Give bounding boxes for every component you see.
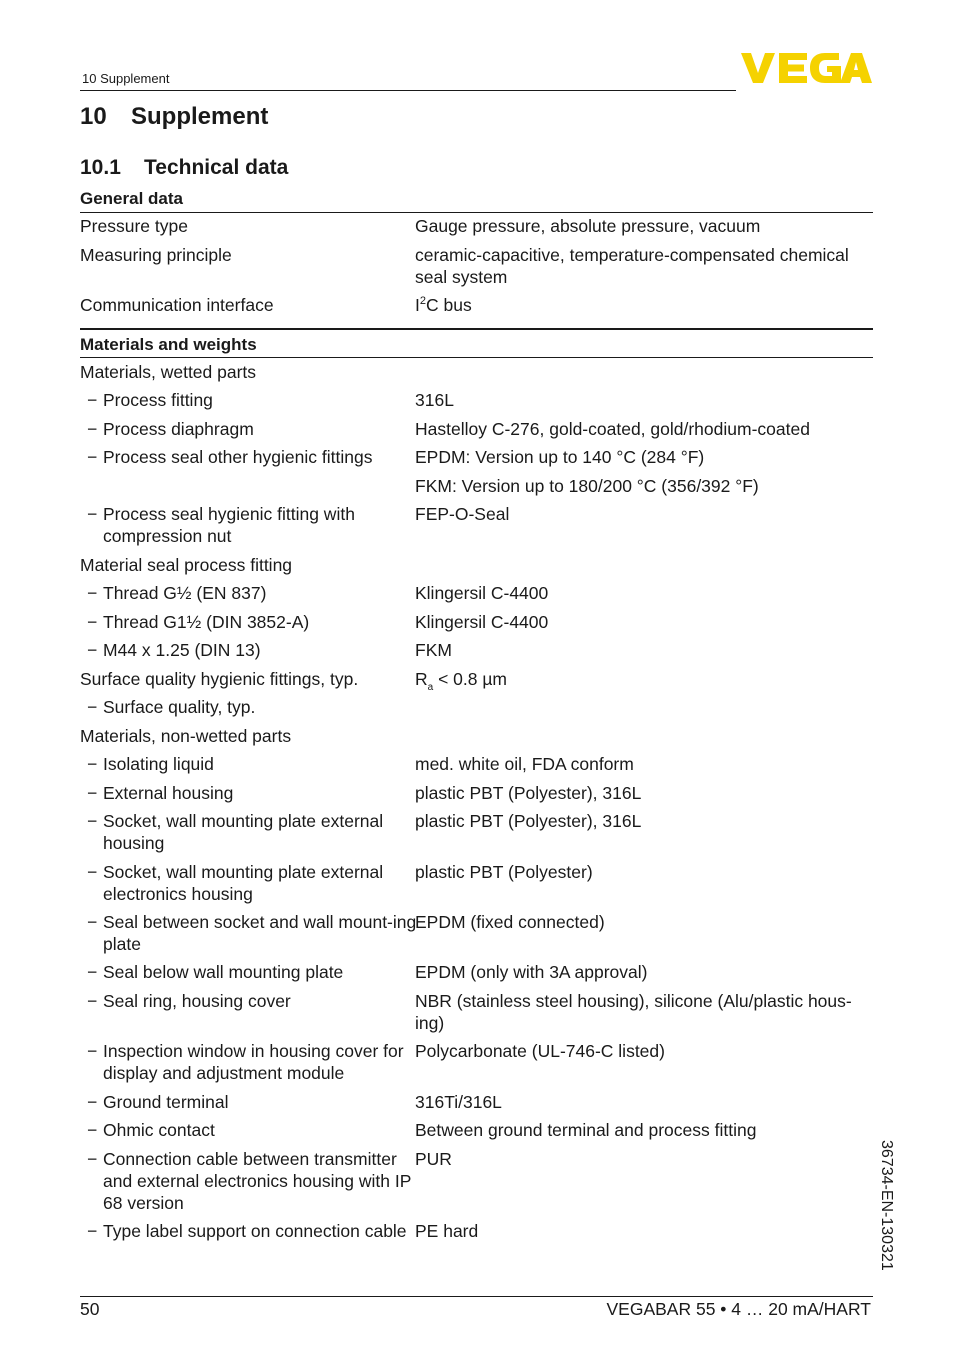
header-divider — [80, 90, 736, 91]
row-value: plastic PBT (Polyester) — [415, 862, 593, 882]
chapter-heading — [80, 103, 268, 131]
value-subscript: a — [427, 682, 434, 693]
row-label — [87, 1148, 426, 1214]
list-dash: − — [87, 783, 98, 803]
label-text: Seal between socket and wall mount-ing plate — [103, 912, 417, 954]
section-rule — [80, 328, 873, 330]
label-text: Thread G1½ (DIN 3852-A) — [103, 612, 310, 632]
label-text: External housing — [103, 783, 234, 803]
list-dash: − — [87, 612, 98, 632]
list-dash: − — [87, 912, 98, 932]
row-label: Measuring principle — [80, 245, 232, 265]
row-label — [87, 753, 426, 775]
vega-logo — [741, 53, 872, 83]
row-label: Surface quality hygienic fittings, typ. — [80, 669, 359, 689]
row-label — [87, 611, 426, 633]
value-part: C bus — [426, 295, 472, 315]
row-value: plastic PBT (Polyester), 316L — [415, 783, 642, 803]
label-text: Process seal hygienic fitting with compression nut — [103, 504, 355, 546]
list-dash: − — [87, 419, 98, 439]
general-data-title: General data — [80, 189, 183, 208]
vega-logo-icon — [741, 53, 872, 83]
value-part: R — [415, 669, 428, 689]
row-label — [87, 389, 426, 411]
label-text: Connection cable between transmitter and external electronics housing with IP 68 version — [103, 1149, 412, 1213]
footer-divider — [80, 1296, 873, 1297]
row-label — [87, 696, 426, 718]
running-header: 10 Supplement — [82, 71, 170, 86]
value-superscript: 2 — [419, 295, 426, 307]
label-text: Type label support on connection cable — [103, 1221, 407, 1241]
label-text: Ground terminal — [103, 1092, 229, 1112]
label-text: Socket, wall mounting plate external electronics housing — [103, 862, 384, 904]
list-dash: − — [87, 862, 98, 882]
row-value: EPDM: Version up to 140 °C (284 °F) — [415, 447, 705, 467]
row-value: 316L — [415, 390, 454, 410]
label-text: Surface quality, typ. — [103, 697, 256, 717]
row-value: 316Ti/316L — [415, 1092, 502, 1112]
row-value: PE hard — [415, 1221, 479, 1241]
label-text: Inspection window in housing cover for display and adjustment module — [103, 1041, 404, 1083]
row-label: Communication interface — [80, 295, 274, 315]
row-value: Klingersil C-4400 — [415, 612, 549, 632]
row-label: Materials, wetted parts — [80, 362, 257, 382]
list-dash: − — [87, 811, 98, 831]
row-value: Hastelloy C-276, gold-coated, gold/rhodium-coated — [415, 419, 810, 439]
row-value: Klingersil C-4400 — [415, 583, 549, 603]
row-value: FEP-O-Seal — [415, 504, 510, 524]
materials-title: Materials and weights — [80, 335, 257, 354]
list-dash: − — [87, 962, 98, 982]
row-value: Between ground terminal and process fitting — [415, 1120, 757, 1140]
value-part: I — [415, 295, 420, 315]
row-label — [87, 503, 426, 547]
row-label — [87, 1091, 426, 1113]
list-dash: − — [87, 390, 98, 410]
row-label — [87, 861, 426, 905]
list-dash: − — [87, 1120, 98, 1140]
row-value: FKM: Version up to 180/200 °C (356/392 °F) — [415, 476, 759, 496]
label-text: Seal below wall mounting plate — [103, 962, 344, 982]
label-text: Ohmic contact — [103, 1120, 215, 1140]
list-dash: − — [87, 504, 98, 524]
label-text: Seal ring, housing cover — [103, 991, 291, 1011]
label-text: Thread G½ (EN 837) — [103, 583, 267, 603]
row-value — [415, 668, 873, 693]
row-label — [87, 961, 426, 983]
list-dash: − — [87, 754, 98, 774]
chapter-title: Supplement — [131, 103, 269, 130]
materials-rule — [80, 357, 873, 358]
list-dash: − — [87, 1041, 98, 1061]
row-label — [87, 782, 426, 804]
row-value: EPDM (only with 3A approval) — [415, 962, 648, 982]
row-label — [87, 582, 426, 604]
row-label — [87, 1119, 426, 1141]
list-dash: − — [87, 991, 98, 1011]
row-label: Material seal process fitting — [80, 555, 293, 575]
row-value: plastic PBT (Polyester), 316L — [415, 811, 642, 831]
row-value: Polycarbonate (UL-746-C listed) — [415, 1041, 665, 1061]
row-label — [87, 911, 426, 955]
row-value: med. white oil, FDA conform — [415, 754, 634, 774]
list-dash: − — [87, 1092, 98, 1112]
row-label — [87, 990, 426, 1012]
row-value: PUR — [415, 1149, 452, 1169]
row-label — [87, 446, 426, 468]
section-title: Technical data — [144, 156, 289, 179]
label-text: Process seal other hygienic fittings — [103, 447, 373, 467]
row-label — [87, 810, 426, 854]
list-dash: − — [87, 1149, 98, 1169]
list-dash: − — [87, 640, 98, 660]
row-label — [87, 639, 426, 661]
row-value: FKM — [415, 640, 452, 660]
label-text: M44 x 1.25 (DIN 13) — [103, 640, 261, 660]
row-value: NBR (stainless steel housing), silicone (Alu/plastic hous-ing) — [415, 991, 852, 1033]
product-name: VEGABAR 55 • 4 … 20 mA/HART — [606, 1299, 871, 1319]
list-dash: − — [87, 447, 98, 467]
label-text: Isolating liquid — [103, 754, 214, 774]
row-label: Pressure type — [80, 216, 188, 236]
list-dash: − — [87, 1221, 98, 1241]
document-id: 36734-EN-130321 — [878, 1140, 895, 1271]
list-dash: − — [87, 697, 98, 717]
section-number: 10.1 — [80, 156, 121, 179]
row-value: Gauge pressure, absolute pressure, vacuum — [415, 216, 761, 236]
chapter-number: 10 — [80, 103, 107, 130]
label-text: Process diaphragm — [103, 419, 254, 439]
row-label — [87, 1040, 426, 1084]
row-label — [87, 418, 426, 440]
row-value: EPDM (fixed connected) — [415, 912, 605, 932]
label-text: Socket, wall mounting plate external housing — [103, 811, 384, 853]
row-label: Materials, non-wetted parts — [80, 726, 292, 746]
row-label — [87, 1220, 426, 1242]
label-text: Process fitting — [103, 390, 213, 410]
section-heading — [80, 156, 288, 180]
page-number: 50 — [80, 1299, 100, 1319]
list-dash: − — [87, 583, 98, 603]
row-value: ceramic-capacitive, temperature-compensated chemical seal system — [415, 245, 849, 287]
general-data-rule — [80, 212, 873, 213]
value-part: < 0.8 µm — [433, 669, 507, 689]
row-value — [415, 294, 873, 316]
